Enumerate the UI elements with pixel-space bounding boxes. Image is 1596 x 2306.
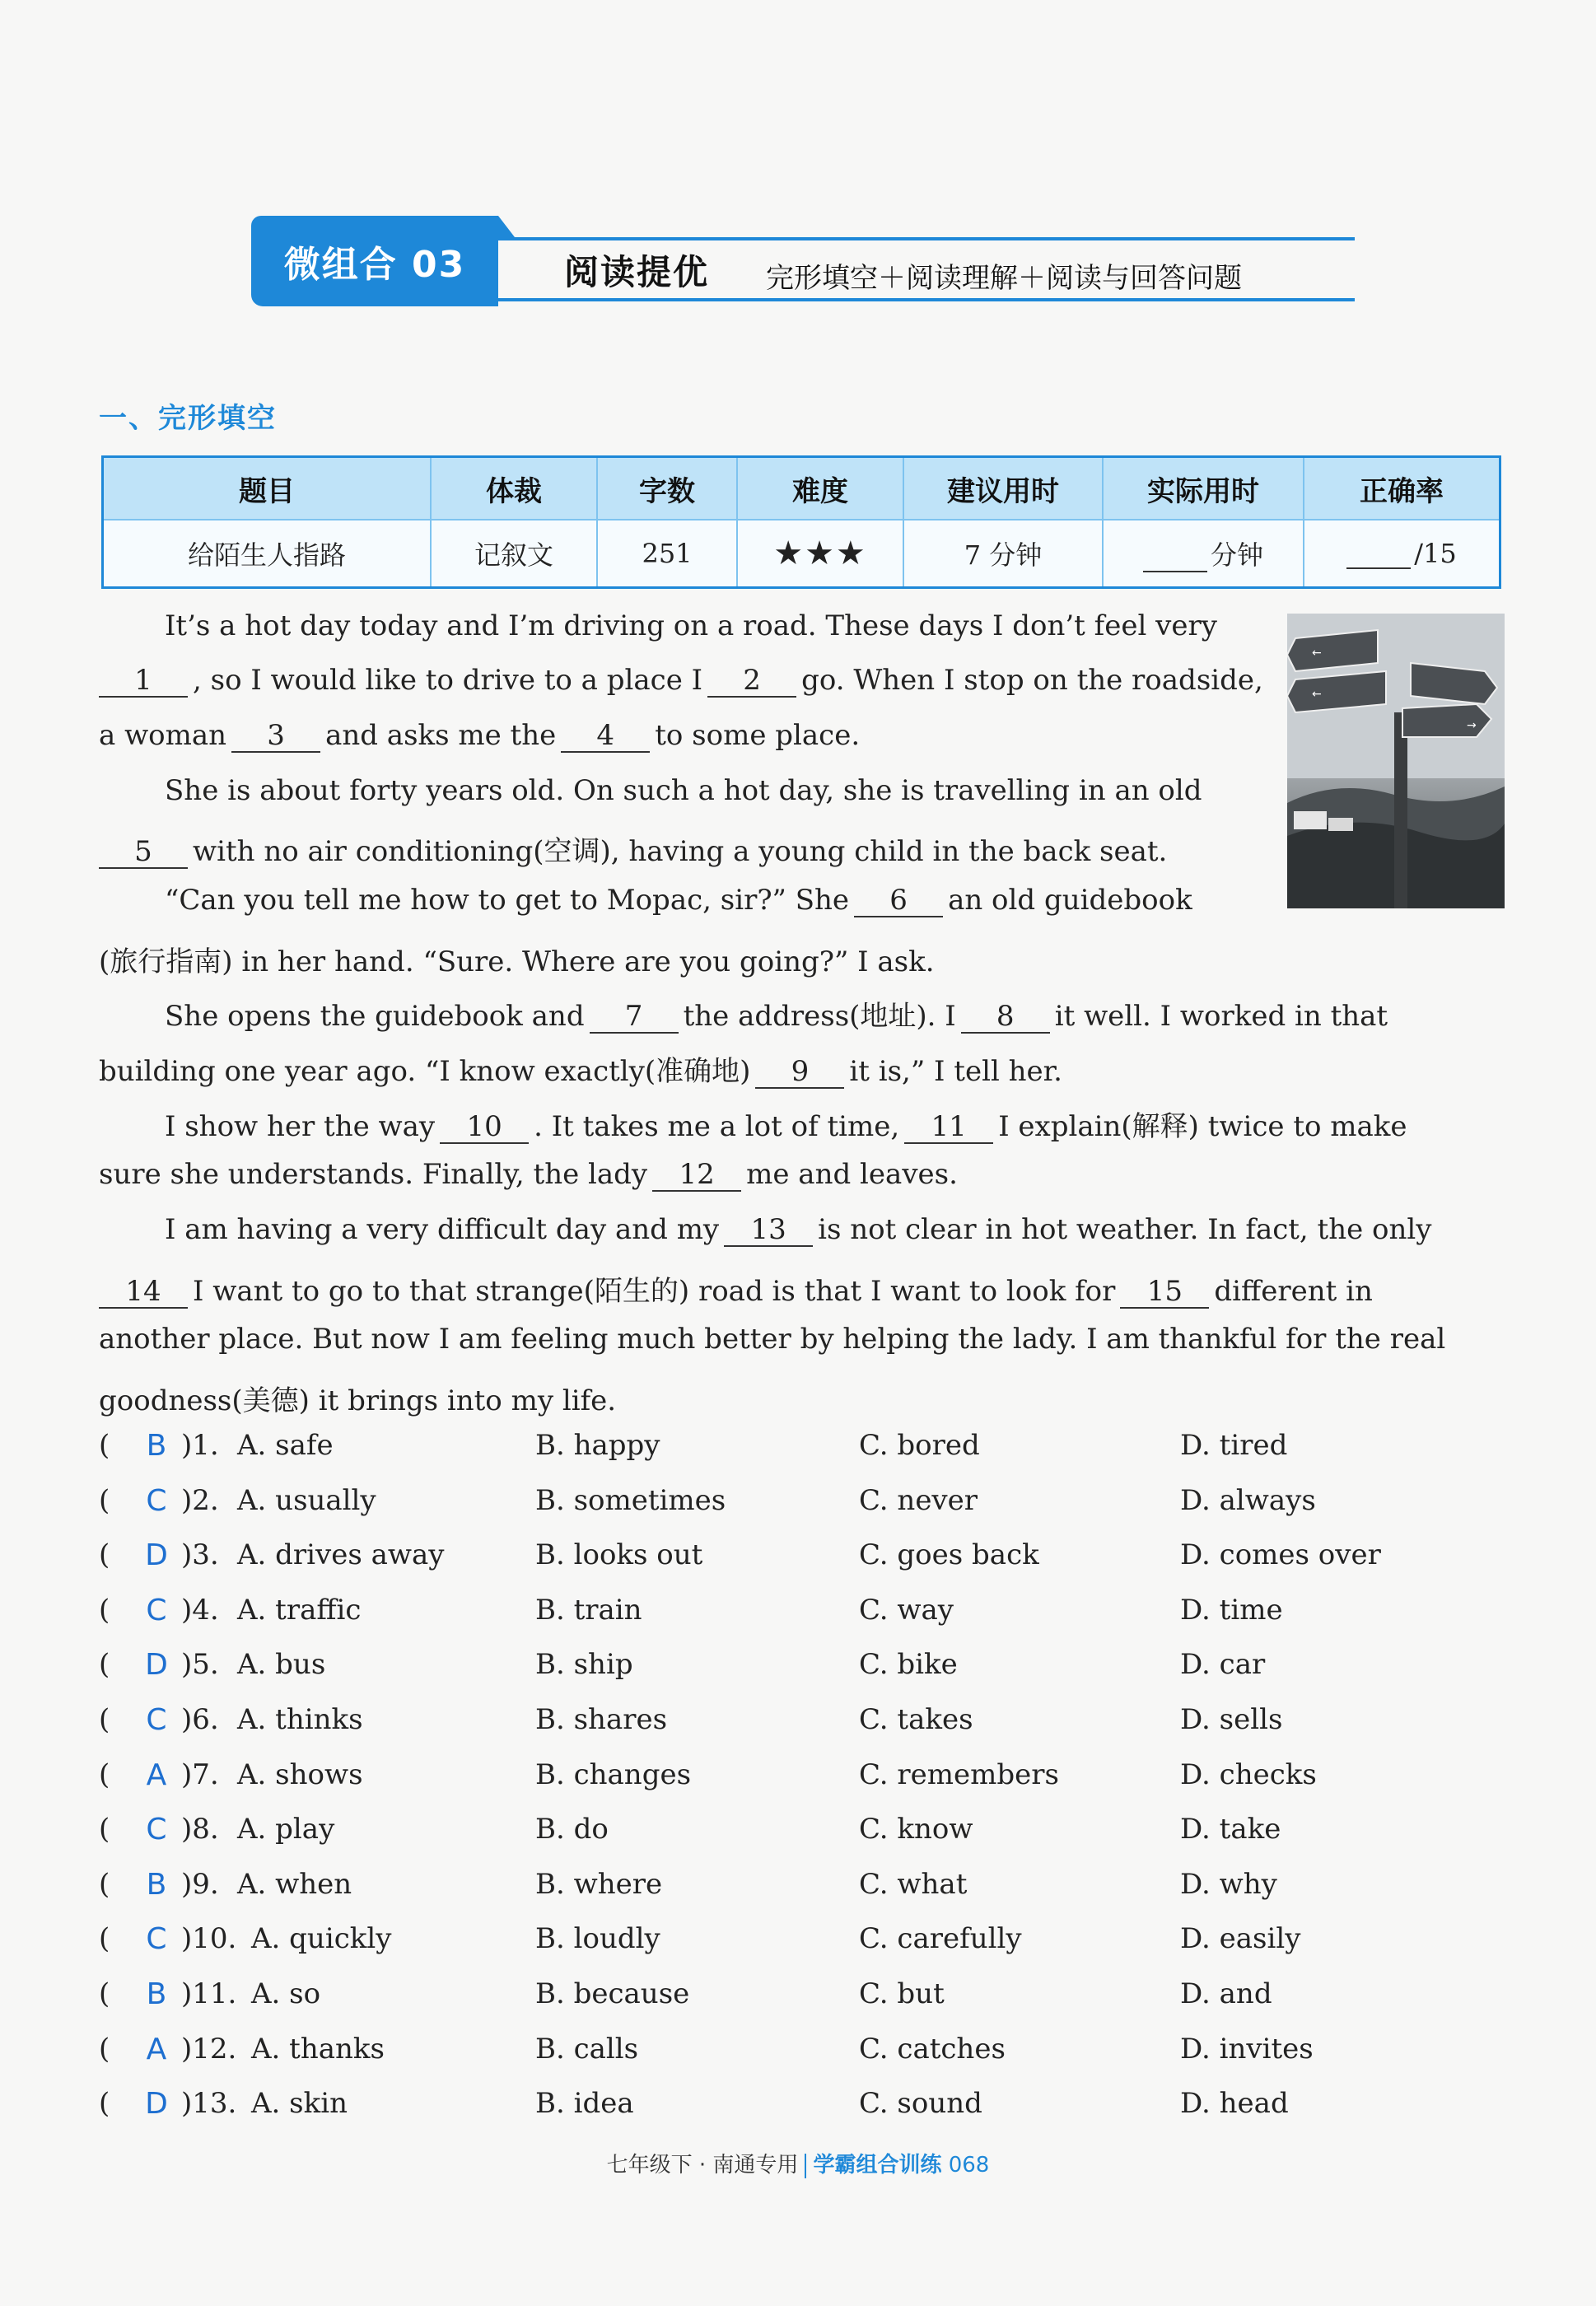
option-c[interactable]: C. know <box>859 1813 973 1846</box>
option-c[interactable]: C. bike <box>859 1648 958 1682</box>
passage-text: different in <box>1214 1275 1373 1308</box>
question-row <box>99 1484 1499 1533</box>
header-cell: 题目 <box>103 457 432 520</box>
blank-9[interactable]: 9 <box>755 1056 844 1089</box>
passage-line <box>99 664 1263 698</box>
answer-letter[interactable]: C <box>146 1483 167 1518</box>
passage-line <box>99 1104 1407 1144</box>
footer-separator <box>805 2154 806 2178</box>
page-footer <box>0 2148 1596 2178</box>
header-cell: 实际用时 <box>1103 457 1304 520</box>
passage-line <box>99 609 1217 642</box>
passage-text: a woman <box>99 719 227 752</box>
passage-line <box>99 1323 1445 1356</box>
passage-text: another place. But now I am feeling much better by helping the lady. I am thankful for the real <box>99 1323 1446 1356</box>
option-c[interactable]: C. carefully <box>859 1922 1022 1956</box>
cell-actual-time[interactable] <box>1103 520 1304 588</box>
answer-letter[interactable]: B <box>146 1867 167 1902</box>
blank-1[interactable]: 1 <box>99 665 188 698</box>
answer-paren: ( <box>99 1922 110 1956</box>
option-d[interactable]: D. tired <box>1180 1429 1288 1462</box>
blank-3[interactable]: 3 <box>231 720 320 753</box>
passage-line <box>99 719 860 753</box>
question-number: )5. <box>181 1648 219 1682</box>
answer-paren: ( <box>99 2032 110 2066</box>
header-cell: 字数 <box>597 457 737 520</box>
answer-letter[interactable]: C <box>146 1813 167 1847</box>
passage-text: . It takes me a lot of time, <box>534 1110 900 1143</box>
option-d[interactable]: D. always <box>1180 1483 1316 1517</box>
banner-tab <box>251 216 498 306</box>
option-d[interactable]: D. comes over <box>1180 1538 1381 1572</box>
cell-words: 251 <box>597 520 737 588</box>
question-number: )8. <box>181 1813 219 1846</box>
option-d[interactable]: D. take <box>1180 1813 1281 1846</box>
header-cell: 体裁 <box>431 457 597 520</box>
blank-10[interactable]: 10 <box>440 1111 529 1144</box>
signpost-photo <box>1287 614 1505 908</box>
option-d[interactable]: D. car <box>1180 1648 1266 1682</box>
section-banner <box>251 216 1355 308</box>
question-number: )11. <box>181 1977 237 2010</box>
passage-text: is not clear in hot weather. In fact, the only <box>818 1213 1432 1246</box>
answer-letter[interactable]: C <box>146 1922 167 1957</box>
passage-text: building one year ago. “I know exactly(准确地) <box>99 1055 751 1088</box>
question-row <box>99 1758 1499 1808</box>
answer-paren: ( <box>99 2087 110 2121</box>
answer-paren: ( <box>99 1538 110 1572</box>
passage-line <box>99 774 1202 807</box>
cell-title: 给陌生人指路 <box>103 520 432 588</box>
option-b[interactable]: B. loudly <box>535 1922 660 1956</box>
option-b[interactable]: B. sometimes <box>535 1483 726 1517</box>
accuracy-suffix: /15 <box>1414 538 1457 569</box>
answer-letter[interactable]: C <box>146 1593 167 1627</box>
question-number: )3. <box>181 1538 219 1572</box>
option-a[interactable]: A. play <box>237 1813 335 1846</box>
question-number: )4. <box>181 1593 219 1627</box>
blank-11[interactable]: 11 <box>904 1111 993 1144</box>
option-b[interactable]: B. changes <box>535 1758 692 1791</box>
option-a[interactable]: A. drives away <box>237 1538 445 1572</box>
answer-letter[interactable]: D <box>145 1648 168 1683</box>
passage-text: (旅行指南) in her hand. “Sure. Where are you going?” I ask. <box>99 945 935 978</box>
passage-text: to some place. <box>655 719 861 752</box>
passage-text: it is,” I tell her. <box>849 1055 1062 1088</box>
question-row <box>99 1648 1499 1697</box>
option-a[interactable]: A. safe <box>237 1429 334 1462</box>
option-a[interactable]: A. traffic <box>237 1593 362 1627</box>
option-b[interactable]: B. train <box>535 1593 642 1627</box>
passage-text: it well. I worked in that <box>1054 1000 1388 1033</box>
question-number: )12. <box>181 2032 237 2066</box>
passage-text: She opens the guidebook and <box>165 1000 585 1033</box>
section-heading: 一、完形填空 <box>99 402 277 435</box>
option-b[interactable]: B. happy <box>535 1429 660 1462</box>
signpost-illustration <box>1287 614 1505 908</box>
question-number: )2. <box>181 1483 219 1517</box>
option-b[interactable]: B. where <box>535 1867 663 1901</box>
banner-rule-top <box>498 237 1355 240</box>
question-number: )9. <box>181 1867 219 1901</box>
question-row <box>99 1813 1499 1862</box>
option-d[interactable]: D. easily <box>1180 1922 1301 1956</box>
passage-text: goodness(美德) it brings into my life. <box>99 1384 617 1417</box>
question-row <box>99 1703 1499 1753</box>
option-d[interactable]: D. head <box>1180 2087 1289 2121</box>
option-b[interactable]: B. do <box>535 1813 609 1846</box>
passage-text: with no air conditioning(空调), having a young child in the back seat. <box>193 835 1168 868</box>
passage-text: , so I would like to drive to a place I <box>193 664 703 697</box>
answer-paren: ( <box>99 1867 110 1901</box>
blank-13[interactable]: 13 <box>724 1214 813 1247</box>
option-b[interactable]: B. looks out <box>535 1538 703 1572</box>
banner-title: 阅读提优 <box>564 252 710 292</box>
question-row <box>99 1868 1499 1917</box>
passage-text: I want to go to that strange(陌生的) road is that I want to look for <box>193 1275 1116 1308</box>
cell-genre: 记叙文 <box>431 520 597 588</box>
passage-line <box>99 1268 1373 1309</box>
passage-line <box>99 993 1388 1034</box>
option-a[interactable]: A. thanks <box>251 2032 385 2066</box>
blank-6[interactable]: 6 <box>854 885 943 917</box>
option-c[interactable]: C. catches <box>859 2032 1006 2066</box>
header-cell: 难度 <box>737 457 903 520</box>
cell-accuracy[interactable] <box>1304 520 1500 588</box>
svg-text:←: ← <box>1312 647 1322 660</box>
banner-tab-label: 微组合 03 <box>283 244 466 286</box>
answer-paren: ( <box>99 1593 110 1627</box>
banner-rule-bottom <box>498 298 1355 301</box>
passage-line <box>99 1378 616 1418</box>
option-b[interactable]: B. shares <box>535 1703 668 1736</box>
option-a[interactable]: A. thinks <box>237 1703 363 1736</box>
table-header-row <box>103 457 1500 520</box>
option-d[interactable]: D. time <box>1180 1593 1283 1627</box>
option-d[interactable]: D. and <box>1180 1977 1272 2010</box>
answer-letter[interactable]: A <box>146 2032 167 2066</box>
option-c[interactable]: C. never <box>859 1483 978 1517</box>
blank-7[interactable]: 7 <box>590 1001 679 1034</box>
answer-paren: ( <box>99 1483 110 1517</box>
blank-15[interactable]: 15 <box>1120 1276 1209 1309</box>
question-row <box>99 2087 1499 2136</box>
passage-line <box>99 1158 958 1192</box>
blank-2[interactable]: 2 <box>707 665 796 698</box>
passage-line <box>99 1213 1431 1247</box>
question-number: )1. <box>181 1429 219 1462</box>
answer-letter[interactable]: D <box>145 2087 168 2122</box>
passage-text: I show her the way <box>165 1110 436 1143</box>
question-number: )7. <box>181 1758 219 1791</box>
passage-text: the address(地址). I <box>683 1000 956 1033</box>
option-a[interactable]: A. shows <box>237 1758 363 1791</box>
passage-text: sure she understands. Finally, the lady <box>99 1158 648 1191</box>
option-c[interactable]: C. remembers <box>859 1758 1059 1791</box>
option-b[interactable]: B. calls <box>535 2032 639 2066</box>
exercise-info-table <box>101 455 1501 589</box>
page-number: 068 <box>948 2153 990 2178</box>
option-d[interactable]: D. checks <box>1180 1758 1317 1791</box>
answer-letter[interactable]: D <box>145 1538 168 1573</box>
cell-difficulty: ★★★ <box>737 520 903 588</box>
answer-letter[interactable]: B <box>146 1429 167 1463</box>
question-row <box>99 1922 1499 1972</box>
cell-suggested-time: 7 分钟 <box>903 520 1103 588</box>
svg-text:←: ← <box>1312 688 1322 701</box>
option-c[interactable]: C. bored <box>859 1429 980 1462</box>
actual-time-blank[interactable] <box>1143 546 1207 572</box>
option-c[interactable]: C. what <box>859 1867 968 1901</box>
option-a[interactable]: A. quickly <box>251 1922 392 1956</box>
answer-paren: ( <box>99 1813 110 1846</box>
passage-text: “Can you tell me how to get to Mopac, sir?” She <box>165 884 850 917</box>
answer-letter[interactable]: A <box>146 1758 167 1792</box>
passage-text: She is about forty years old. On such a hot day, she is travelling in an old <box>165 774 1202 807</box>
footer-brand: 学霸组合训练 <box>813 2153 942 2178</box>
answer-paren: ( <box>99 1648 110 1682</box>
option-c[interactable]: C. way <box>859 1593 954 1627</box>
answer-paren: ( <box>99 1703 110 1736</box>
passage-text: me and leaves. <box>746 1158 958 1191</box>
option-a[interactable]: A. bus <box>237 1648 326 1682</box>
answer-letter[interactable]: C <box>146 1703 167 1737</box>
blank-8[interactable]: 8 <box>961 1001 1050 1034</box>
passage-text: and asks me the <box>325 719 557 752</box>
passage-line <box>99 829 1167 869</box>
accuracy-blank[interactable] <box>1346 543 1411 569</box>
option-d[interactable]: D. invites <box>1180 2032 1314 2066</box>
question-number: )13. <box>181 2087 237 2121</box>
passage-text: go. When I stop on the roadside, <box>801 664 1263 697</box>
passage-line <box>99 1048 1062 1089</box>
option-a[interactable]: A. so <box>251 1977 321 2010</box>
blank-14[interactable]: 14 <box>99 1276 188 1309</box>
passage-text: an old guidebook <box>948 884 1192 917</box>
passage-line <box>99 884 1192 917</box>
passage-text: It’s a hot day today and I’m driving on a road. These days I don’t feel very <box>165 609 1217 642</box>
question-row <box>99 2033 1499 2082</box>
option-b[interactable]: B. idea <box>535 2087 634 2121</box>
option-a[interactable]: A. when <box>237 1867 352 1901</box>
header-cell: 建议用时 <box>903 457 1103 520</box>
option-d[interactable]: D. why <box>1180 1867 1277 1901</box>
actual-time-unit: 分钟 <box>1210 539 1263 571</box>
question-row <box>99 1977 1499 2027</box>
banner-subtitle: 完形填空＋阅读理解＋阅读与回答问题 <box>766 262 1242 295</box>
option-a[interactable]: A. usually <box>237 1483 376 1517</box>
option-a[interactable]: A. skin <box>251 2087 348 2121</box>
question-row <box>99 1594 1499 1643</box>
option-d[interactable]: D. sells <box>1180 1703 1283 1736</box>
option-c[interactable]: C. sound <box>859 2087 982 2121</box>
answer-paren: ( <box>99 1429 110 1462</box>
blank-5[interactable]: 5 <box>99 836 188 869</box>
blank-4[interactable]: 4 <box>561 720 650 753</box>
answer-paren: ( <box>99 1977 110 2010</box>
table-row <box>103 520 1500 588</box>
answer-paren: ( <box>99 1758 110 1791</box>
header-cell: 正确率 <box>1304 457 1500 520</box>
question-number: )10. <box>181 1922 237 1956</box>
svg-text:→: → <box>1467 719 1477 732</box>
answer-letter[interactable]: B <box>146 1977 167 2011</box>
passage-text: I am having a very difficult day and my <box>165 1213 720 1246</box>
question-number: )6. <box>181 1703 219 1736</box>
question-row <box>99 1429 1499 1478</box>
option-c[interactable]: C. goes back <box>859 1538 1039 1572</box>
option-c[interactable]: C. takes <box>859 1703 973 1736</box>
option-b[interactable]: B. because <box>535 1977 690 2010</box>
option-b[interactable]: B. ship <box>535 1648 633 1682</box>
passage-text: I explain(解释) twice to make <box>998 1110 1407 1143</box>
footer-grade: 七年级下 · 南通专用 <box>606 2153 799 2178</box>
blank-12[interactable]: 12 <box>652 1159 741 1192</box>
passage-line <box>99 939 935 979</box>
option-c[interactable]: C. but <box>859 1977 945 2010</box>
question-row <box>99 1538 1499 1588</box>
